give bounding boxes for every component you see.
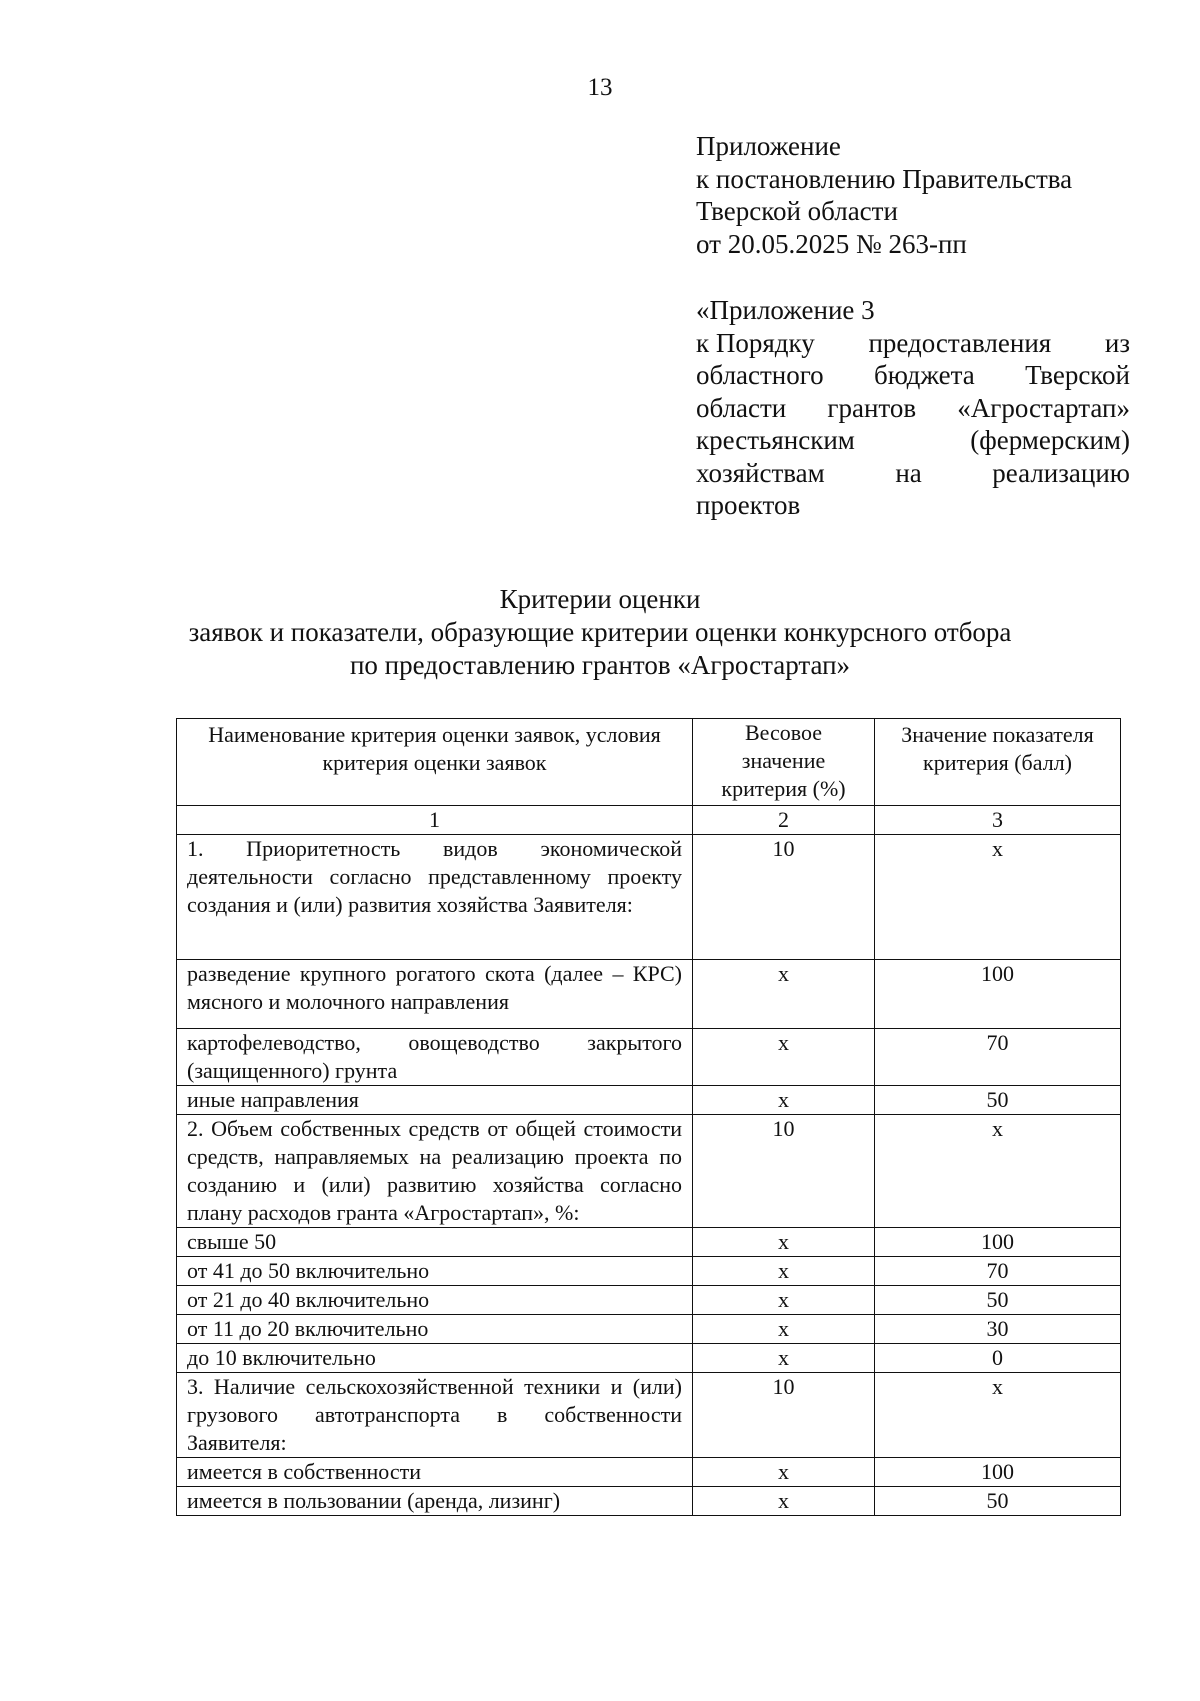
table-row	[177, 1373, 1121, 1458]
word: грантов	[827, 392, 917, 423]
criterion-value: 100	[875, 1458, 1121, 1487]
word: «Агростартап»	[957, 392, 1130, 423]
criterion-name: от 21 до 40 включительно	[177, 1286, 693, 1315]
table-row	[177, 835, 1121, 960]
criterion-value: 50	[875, 1286, 1121, 1315]
criterion-value: х	[875, 1373, 1121, 1458]
criterion-weight: х	[693, 1257, 875, 1286]
criterion-value: х	[875, 835, 1121, 960]
document-heading	[0, 583, 1200, 682]
criterion-value: 100	[875, 1228, 1121, 1257]
word: областного	[696, 360, 824, 390]
criterion-name: картофелеводство, овощеводство закрытого (защищенного) грунта	[177, 1029, 693, 1086]
criterion-value: 100	[875, 960, 1121, 1029]
criterion-name: от 41 до 50 включительно	[177, 1257, 693, 1286]
column-number: 3	[875, 806, 1121, 835]
table-row	[177, 1286, 1121, 1315]
criterion-name: имеется в пользовании (аренда, лизинг)	[177, 1487, 693, 1516]
appendix-line: от 20.05.2025 № 263-пп	[696, 228, 967, 259]
table-row	[177, 1029, 1121, 1086]
header-value: Значение показателя критерия (балл)	[875, 719, 1121, 806]
criterion-weight: х	[693, 1286, 875, 1315]
heading-line-2: заявок и показатели, образующие критерии оценки конкурсного отбора	[188, 617, 1012, 647]
appendix3-line	[696, 327, 1130, 360]
criterion-weight: х	[693, 1228, 875, 1257]
appendix-block	[696, 130, 1130, 260]
page-number: 13	[587, 74, 613, 101]
table-row	[177, 1228, 1121, 1257]
appendix3-line	[696, 457, 1130, 490]
word: к Порядку	[696, 327, 815, 358]
criterion-value: 0	[875, 1344, 1121, 1373]
criterion-value: 70	[875, 1257, 1121, 1286]
criterion-value: 50	[875, 1487, 1121, 1516]
word: на	[895, 457, 922, 488]
appendix3-line	[696, 424, 1130, 457]
word: Тверской	[1025, 360, 1130, 390]
criterion-weight: 10	[693, 1373, 875, 1458]
table-row	[177, 1487, 1121, 1516]
column-number: 2	[693, 806, 875, 835]
word: крестьянским	[696, 425, 855, 455]
header-criterion-name: Наименование критерия оценки заявок, условия критерия оценки заявок	[177, 719, 693, 806]
criterion-name: до 10 включительно	[177, 1344, 693, 1373]
criterion-name: 1. Приоритетность видов экономической деятельности согласно представленному проекту создания и (или) развития хозяйства Заявителя:	[177, 835, 693, 960]
word: (фермерским)	[970, 425, 1130, 455]
criterion-weight: х	[693, 1458, 875, 1487]
word: хозяйствам	[696, 457, 825, 488]
criterion-name: от 11 до 20 включительно	[177, 1315, 693, 1344]
criterion-name: иные направления	[177, 1086, 693, 1115]
criterion-value: х	[875, 1115, 1121, 1228]
word: предоставления	[868, 327, 1052, 358]
appendix-line: к постановлению Правительства	[696, 163, 1073, 194]
appendix3-block	[696, 294, 1130, 522]
heading-line-1: Критерии оценки	[499, 584, 701, 614]
criteria-table	[176, 718, 1121, 1516]
appendix-line: Приложение	[696, 131, 841, 161]
appendix3-line	[696, 359, 1130, 392]
appendix-line: Тверской области	[696, 196, 898, 226]
appendix3-line: проектов	[696, 490, 801, 520]
appendix3-title: «Приложение 3	[696, 295, 875, 325]
criterion-name: разведение крупного рогатого скота (далее – КРС) мясного и молочного направления	[177, 960, 693, 1029]
criterion-weight: х	[693, 1086, 875, 1115]
table-row	[177, 960, 1121, 1029]
criterion-name: 3. Наличие сельскохозяйственной техники и (или) грузового автотранспорта в собственности Заявителя:	[177, 1373, 693, 1458]
table-row	[177, 1458, 1121, 1487]
criterion-weight: х	[693, 1487, 875, 1516]
table-row	[177, 1344, 1121, 1373]
table-number-row	[177, 806, 1121, 835]
table-row	[177, 1115, 1121, 1228]
table-row	[177, 1257, 1121, 1286]
criterion-name: 2. Объем собственных средств от общей стоимости средств, направляемых на реализацию проекта по созданию и (или) развитию хозяйства согласно плану расходов гранта «Агростартап», %:	[177, 1115, 693, 1228]
criterion-name: имеется в собственности	[177, 1458, 693, 1487]
criterion-weight: 10	[693, 835, 875, 960]
criterion-weight: 10	[693, 1115, 875, 1228]
criterion-value: 50	[875, 1086, 1121, 1115]
table-row	[177, 1086, 1121, 1115]
word: из	[1104, 327, 1130, 358]
word: реализацию	[992, 457, 1130, 488]
criterion-weight: х	[693, 960, 875, 1029]
criterion-weight: х	[693, 1029, 875, 1086]
word: бюджета	[874, 360, 975, 390]
word: области	[696, 392, 787, 423]
header-weight: Весовое значение критерия (%)	[693, 719, 875, 806]
criterion-name: свыше 50	[177, 1228, 693, 1257]
column-number: 1	[177, 806, 693, 835]
heading-line-3: по предоставлению грантов «Агростартап»	[349, 650, 851, 680]
table-row	[177, 1315, 1121, 1344]
criterion-value: 70	[875, 1029, 1121, 1086]
criterion-weight: х	[693, 1315, 875, 1344]
criterion-weight: х	[693, 1344, 875, 1373]
criterion-value: 30	[875, 1315, 1121, 1344]
table-header-row	[177, 719, 1121, 806]
appendix3-line	[696, 392, 1130, 425]
